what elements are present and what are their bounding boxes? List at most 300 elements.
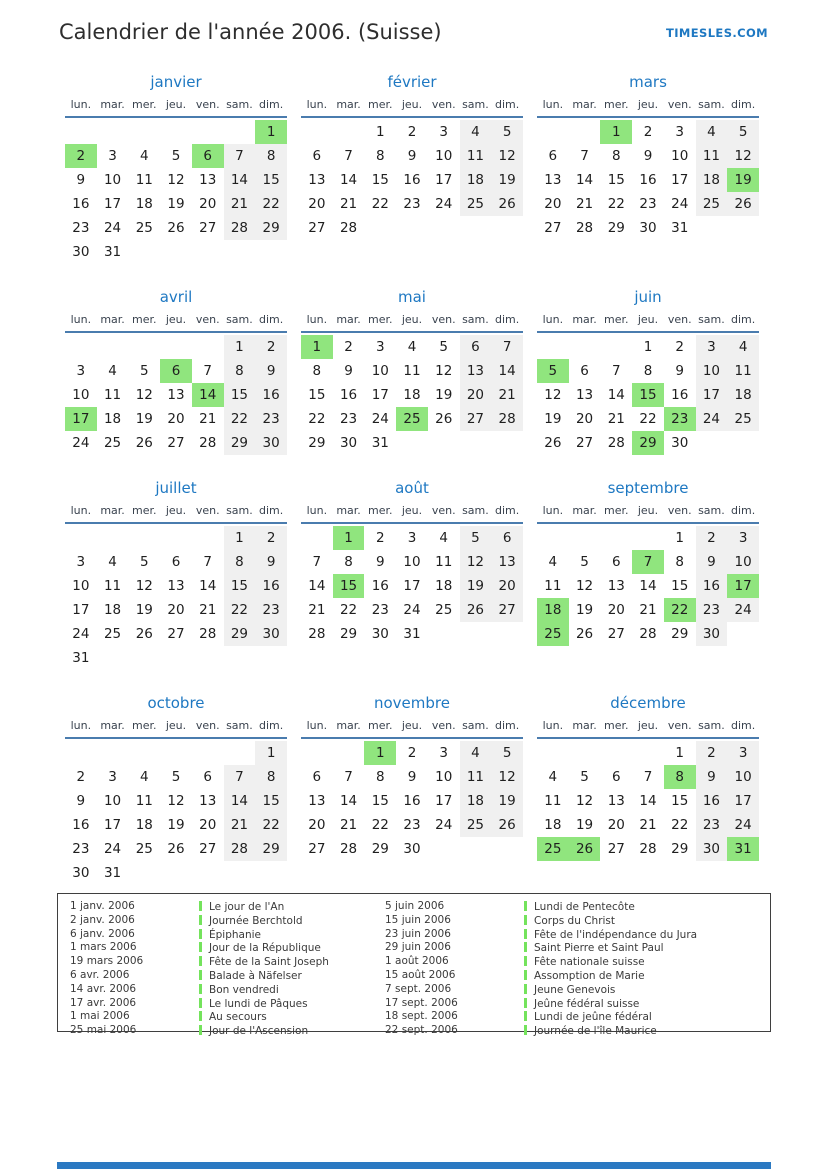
day-cell: 7 [344,148,353,164]
day-cell: 13 [607,793,625,809]
empty-cell [537,526,569,550]
month-mai [301,287,523,455]
day-cell: 10 [72,387,90,403]
weekday-label: mer. [132,719,157,732]
legend-row [70,1010,770,1024]
empty-cell [569,526,601,550]
weekday-label: jeu. [637,313,659,326]
day-cell: 22 [255,813,287,837]
day-cell: 27 [607,626,625,642]
day-cell: 5 [139,363,149,379]
month-juin [537,287,759,455]
header-rule [301,737,523,739]
weekday-label: sam. [698,98,725,111]
day-cell: 11 [103,578,122,594]
month-décembre [537,693,759,861]
day-cell: 3 [727,741,759,765]
day-cell: 2 [76,769,86,785]
month-août [301,478,523,646]
day-cell: 9 [255,550,287,574]
legend-name: Lundi de jeûne fédéral [524,1010,770,1024]
empty-cell [537,741,569,765]
header-rule [65,522,287,524]
empty-cell [160,335,192,359]
day-cell: 22 [224,407,256,431]
day-cell: 2 [375,530,385,546]
holiday-tick-icon [199,984,202,994]
empty-cell [192,741,224,765]
holiday-tick-icon [524,929,527,939]
header-rule [65,116,287,118]
holiday-tick-icon [524,998,527,1008]
day-cell: 5 [171,769,181,785]
day-cell: 25 [537,837,569,861]
weekday-label: jeu. [165,313,187,326]
day-cell: 19 [575,602,594,618]
day-cell: 19 [727,168,759,192]
day-cell: 17 [103,817,122,833]
day-cell: 29 [339,626,358,642]
empty-cell [600,526,632,550]
day-cell: 7 [580,148,589,164]
day-cell: 8 [312,363,322,379]
day-cell: 1 [675,745,684,761]
day-cell: 17 [435,793,453,809]
day-cell: 23 [639,196,657,212]
day-cell: 8 [675,554,684,570]
day-cell: 12 [167,172,185,188]
weekday-label: jeu. [165,719,187,732]
day-cell: 24 [403,602,421,618]
day-grid [537,504,759,646]
day-cell: 10 [435,769,453,785]
holiday-tick-icon [199,970,202,980]
legend-name: Saint Pierre et Saint Paul [524,941,770,955]
legend-date: 2 janv. 2006 [70,913,135,926]
day-cell: 30 [339,435,358,451]
empty-cell [537,335,569,359]
weekday-label: mer. [368,313,393,326]
empty-cell [65,335,97,359]
day-cell: 22 [639,411,657,427]
weekday-label: mar. [336,719,361,732]
holiday-tick-icon [199,929,202,939]
day-cell: 25 [696,192,728,216]
day-cell: 24 [727,813,759,837]
day-cell: 23 [255,598,287,622]
day-cell: 25 [460,192,492,216]
day-cell: 18 [135,817,153,833]
day-grid [301,719,523,861]
holiday-tick-icon [199,942,202,952]
day-cell: 20 [491,574,523,598]
weekday-label: mer. [604,719,629,732]
day-cell: 29 [255,837,287,861]
weekday-label: mar. [572,719,597,732]
day-cell: 11 [696,144,728,168]
day-cell: 21 [491,383,523,407]
day-cell: 29 [671,626,689,642]
day-cell: 5 [171,148,181,164]
day-cell: 26 [491,192,523,216]
holiday-tick-icon [524,901,527,911]
month-juillet [65,478,287,670]
day-cell: 1 [301,335,333,359]
day-cell: 25 [435,602,453,618]
legend-name: Fête nationale suisse [524,955,770,969]
weekday-label: ven. [195,313,220,326]
day-cell: 3 [407,530,417,546]
weekday-label: mer. [132,313,157,326]
day-cell: 25 [460,813,492,837]
legend-name: Assomption de Marie [524,969,770,983]
legend-date: 1 août 2006 [385,955,449,968]
day-cell: 13 [544,172,562,188]
day-cell: 21 [339,817,358,833]
day-cell: 15 [371,172,389,188]
day-cell: 18 [460,168,492,192]
day-cell: 15 [308,387,326,403]
day-cell: 27 [199,220,217,236]
empty-cell [569,335,601,359]
day-cell: 6 [460,335,492,359]
weekday-label: mar. [336,504,361,517]
day-cell: 23 [72,841,90,857]
day-cell: 4 [548,769,558,785]
header-rule [65,737,287,739]
day-cell: 3 [76,363,86,379]
day-cell: 3 [108,148,117,164]
day-cell: 5 [139,554,149,570]
day-cell: 8 [224,550,256,574]
day-cell: 4 [139,769,149,785]
day-cell: 14 [639,578,657,594]
day-cell: 30 [371,626,389,642]
day-cell: 12 [544,387,562,403]
day-cell: 23 [72,220,90,236]
weekday-label: mer. [368,98,393,111]
holiday-tick-icon [524,915,527,925]
legend-date: 19 mars 2006 [70,955,144,968]
day-cell: 16 [72,817,90,833]
day-cell: 3 [727,526,759,550]
legend-row [70,997,770,1011]
day-cell: 27 [308,841,326,857]
day-cell: 23 [255,407,287,431]
day-cell: 20 [607,817,625,833]
site-link[interactable]: TIMESLES.COM [666,26,768,40]
day-cell: 7 [312,554,322,570]
day-cell: 28 [339,220,358,236]
day-cell: 8 [255,765,287,789]
day-cell: 12 [460,550,492,574]
day-cell: 25 [135,841,153,857]
empty-cell [301,741,333,765]
day-cell: 16 [255,383,287,407]
day-cell: 6 [203,769,212,785]
holiday-tick-icon [524,956,527,966]
day-cell: 8 [224,359,256,383]
weekday-label: lun. [70,313,92,326]
day-cell: 18 [435,578,453,594]
day-cell: 8 [375,769,385,785]
day-cell: 24 [696,407,728,431]
weekday-label: sam. [698,719,725,732]
legend-name: Journée Berchtold [199,914,385,928]
month-avril [65,287,287,455]
legend-name: Au secours [199,1010,385,1024]
legend-name: Lundi de Pentecôte [524,900,770,914]
day-cell: 4 [460,120,492,144]
day-cell: 21 [639,602,657,618]
weekday-label: ven. [195,719,220,732]
empty-cell [160,526,192,550]
empty-cell [537,120,569,144]
day-cell: 28 [224,216,256,240]
legend-name: Jeûne fédéral suisse [524,997,770,1011]
day-cell: 29 [308,435,326,451]
weekday-label: dim. [495,504,520,517]
day-cell: 24 [435,196,453,212]
day-cell: 30 [255,431,287,455]
weekday-label: lun. [306,504,328,517]
day-cell: 6 [160,359,192,383]
day-cell: 1 [224,526,256,550]
day-cell: 4 [727,335,759,359]
holiday-tick-icon [199,1011,202,1021]
legend-name: Le lundi de Pâques [199,997,385,1011]
day-cell: 1 [224,335,256,359]
day-cell: 19 [544,411,562,427]
weekday-label: ven. [667,98,692,111]
day-cell: 25 [537,622,569,646]
day-cell: 28 [199,435,217,451]
day-cell: 6 [611,554,621,570]
weekday-label: jeu. [637,504,659,517]
day-cell: 14 [224,168,256,192]
empty-cell [600,335,632,359]
day-cell: 24 [371,411,389,427]
header-rule [301,522,523,524]
day-cell: 22 [308,411,326,427]
day-cell: 4 [460,741,492,765]
day-cell: 6 [580,363,589,379]
day-cell: 1 [333,526,365,550]
day-cell: 27 [167,626,185,642]
month-title: juillet [155,479,197,497]
empty-cell [65,526,97,550]
empty-cell [160,120,192,144]
day-cell: 11 [544,578,562,594]
day-cell: 30 [696,622,728,646]
day-cell: 2 [344,339,353,355]
day-cell: 28 [639,626,657,642]
day-cell: 22 [371,817,389,833]
weekday-label: jeu. [165,504,187,517]
day-cell: 19 [491,168,523,192]
day-cell: 29 [255,216,287,240]
day-cell: 13 [575,387,594,403]
day-grid [537,719,759,861]
day-cell: 7 [203,554,212,570]
day-grid [65,313,287,455]
holiday-tick-icon [524,970,527,980]
weekday-label: lun. [542,313,564,326]
day-cell: 3 [76,554,86,570]
day-cell: 6 [312,769,322,785]
day-cell: 7 [224,144,256,168]
legend-name: Journée de l'île Maurice [524,1024,770,1038]
day-cell: 17 [72,602,90,618]
day-cell: 31 [72,650,90,666]
day-cell: 9 [76,793,86,809]
day-cell: 14 [199,578,217,594]
day-cell: 24 [72,435,90,451]
legend-date: 18 sept. 2006 [385,1010,458,1023]
day-cell: 3 [108,769,117,785]
day-cell: 30 [403,841,421,857]
day-cell: 16 [255,574,287,598]
legend-name: Jour de l'Ascension [199,1024,385,1038]
weekday-label: lun. [70,98,92,111]
weekday-label: sam. [226,719,253,732]
day-cell: 21 [199,602,217,618]
empty-cell [224,120,256,144]
legend-date: 17 sept. 2006 [385,996,458,1009]
day-cell: 23 [371,602,389,618]
day-cell: 12 [135,578,153,594]
legend-date: 1 janv. 2006 [70,900,135,912]
day-cell: 29 [632,431,664,455]
legend-name: Fête de la Saint Joseph [199,955,385,969]
day-cell: 21 [639,817,657,833]
day-cell: 16 [403,172,421,188]
day-cell: 12 [727,144,759,168]
day-cell: 29 [671,841,689,857]
weekday-label: mer. [368,719,393,732]
day-cell: 14 [192,383,224,407]
day-cell: 26 [575,626,594,642]
day-cell: 10 [727,765,759,789]
day-cell: 16 [696,789,728,813]
day-cell: 17 [696,383,728,407]
header-rule [301,331,523,333]
day-cell: 22 [224,598,256,622]
day-cell: 9 [407,769,417,785]
legend-date: 22 sept. 2006 [385,1024,458,1037]
day-cell: 6 [491,526,523,550]
day-cell: 22 [339,602,358,618]
day-cell: 4 [696,120,728,144]
empty-cell [97,526,129,550]
day-cell: 30 [72,865,90,881]
weekday-label: sam. [462,719,489,732]
day-cell: 9 [76,172,86,188]
empty-cell [569,741,601,765]
day-cell: 21 [607,411,625,427]
day-cell: 9 [375,554,385,570]
month-title: janvier [150,73,202,91]
day-cell: 21 [224,813,256,837]
day-cell: 15 [632,383,664,407]
weekday-label: dim. [495,719,520,732]
weekday-label: jeu. [637,719,659,732]
weekday-label: ven. [667,719,692,732]
weekday-label: dim. [731,719,756,732]
day-cell: 2 [255,335,287,359]
weekday-label: jeu. [401,719,423,732]
day-cell: 8 [375,148,385,164]
day-cell: 14 [575,172,594,188]
legend-date: 6 avr. 2006 [70,968,130,981]
day-cell: 12 [435,363,453,379]
month-title: février [387,73,437,91]
weekday-label: lun. [70,504,92,517]
day-cell: 13 [308,172,326,188]
weekday-label: mar. [336,98,361,111]
day-cell: 4 [139,148,149,164]
day-cell: 13 [308,793,326,809]
empty-cell [97,741,129,765]
day-cell: 2 [696,741,728,765]
day-cell: 21 [224,192,256,216]
weekday-label: mar. [100,98,125,111]
day-cell: 17 [671,172,689,188]
weekday-label: jeu. [401,313,423,326]
empty-cell [97,120,129,144]
weekday-label: mar. [572,313,597,326]
holiday-tick-icon [524,1025,527,1035]
weekday-label: ven. [431,313,456,326]
month-title: avril [159,288,193,306]
day-cell: 24 [671,196,689,212]
day-cell: 18 [537,598,569,622]
day-cell: 1 [255,741,287,765]
day-cell: 5 [491,741,523,765]
day-cell: 15 [255,168,287,192]
day-cell: 3 [439,124,448,140]
day-cell: 19 [167,817,185,833]
day-cell: 20 [199,196,217,212]
day-cell: 18 [727,383,759,407]
day-cell: 16 [671,387,689,403]
weekday-label: jeu. [401,98,423,111]
day-cell: 18 [696,168,728,192]
day-cell: 26 [167,220,185,236]
weekday-label: lun. [542,98,564,111]
day-cell: 11 [135,172,153,188]
month-title: août [395,479,429,497]
day-cell: 30 [671,435,689,451]
month-janvier [65,72,287,264]
header-rule [65,331,287,333]
holiday-legend [57,893,771,1038]
months-grid [65,72,756,885]
day-cell: 10 [727,550,759,574]
day-grid [301,313,523,455]
day-cell: 29 [224,622,256,646]
day-cell: 12 [167,793,185,809]
day-cell: 15 [333,574,365,598]
legend-date: 25 mai 2006 [70,1024,137,1037]
weekday-label: sam. [226,313,253,326]
day-cell: 5 [460,526,492,550]
weekday-label: mer. [604,313,629,326]
day-cell: 10 [72,578,90,594]
day-cell: 26 [460,598,492,622]
weekday-label: sam. [462,313,489,326]
weekday-label: dim. [259,719,284,732]
